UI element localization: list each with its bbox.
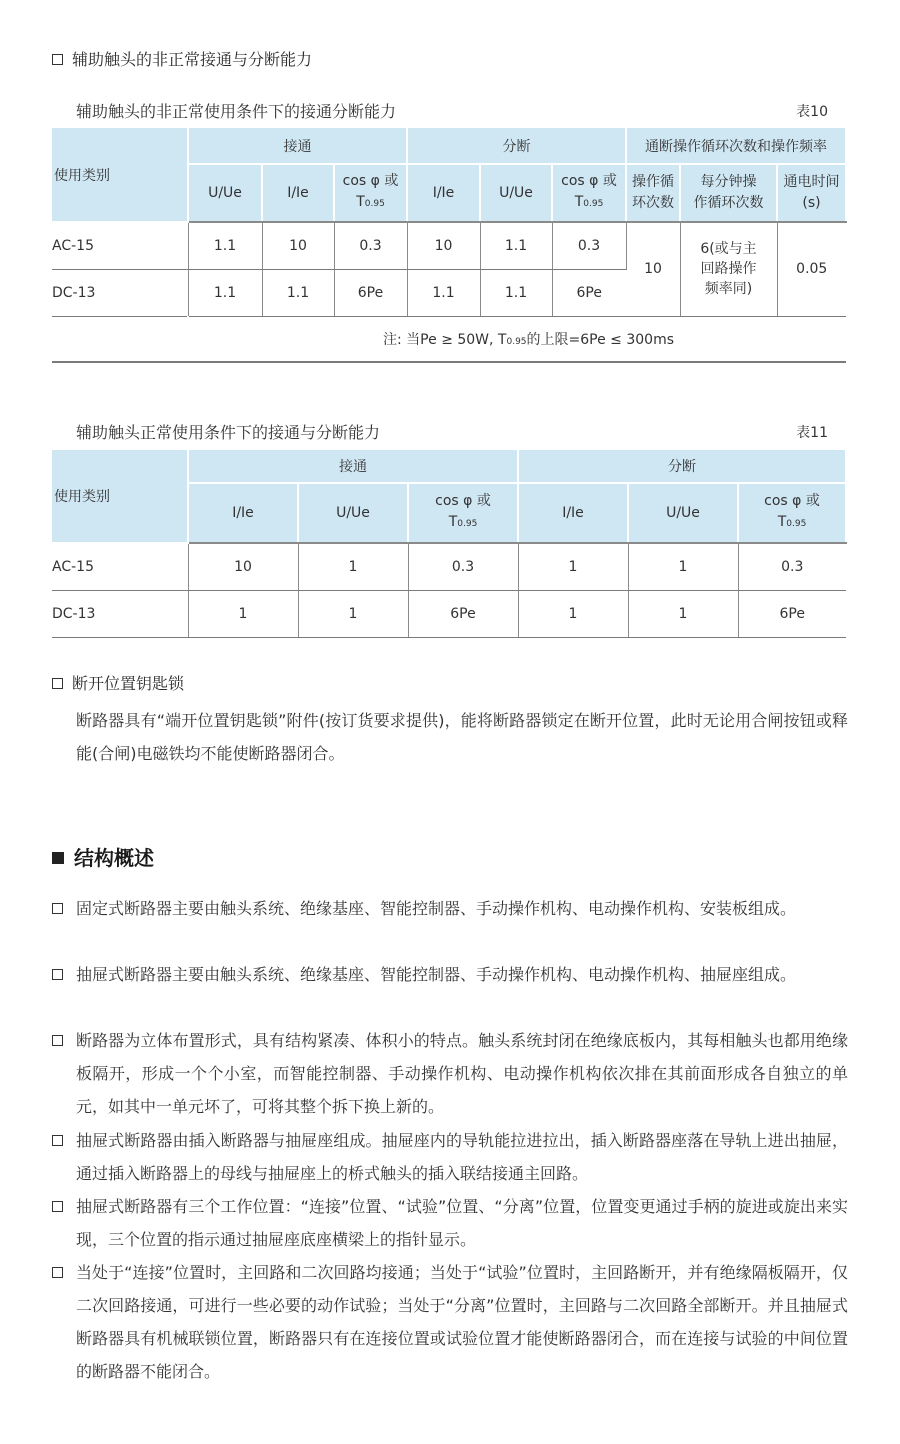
table10-number: 表10 (796, 104, 828, 120)
checkbox-square-icon (52, 1267, 63, 1278)
h-uue-make: U/Ue (298, 483, 408, 543)
h-iie-break: I/Ie (407, 164, 480, 222)
group-break: 分断 (407, 128, 626, 164)
h-freq: 每分钟操 作循环次数 (680, 164, 777, 222)
table11 (52, 450, 847, 638)
table-row: DC-13 1.1 1.1 6Pe 1.1 1.1 6Pe (52, 269, 846, 316)
h-iie-make: I/Ie (262, 164, 334, 222)
group-ops: 通断操作循环次数和操作频率 (626, 128, 846, 164)
h-uue-make: U/Ue (188, 164, 262, 222)
h-uue-break: U/Ue (628, 483, 738, 543)
h-iie-make: I/Ie (188, 483, 298, 543)
h-cos-break: cos φ 或 T0.95 (738, 483, 846, 543)
col-category: 使用类别 (52, 128, 188, 222)
heading-abnormal-capacity: 辅助触头的非正常接通与分断能力 (52, 50, 312, 70)
table-row: AC-15 1.1 10 0.3 10 1.1 0.3 10 6(或与主 回路操作 频率同) 0.05 (52, 222, 846, 269)
table10-note: 注: 当Pe ≥ 50W, T0.95的上限=6Pe ≤ 300ms (188, 316, 846, 362)
checkbox-square-icon (52, 1135, 63, 1146)
checkbox-square-icon (52, 903, 63, 914)
checkbox-square-icon (52, 1201, 63, 1212)
h-time: 通电时间 (s) (777, 164, 846, 222)
col-category: 使用类别 (52, 450, 188, 543)
h-cos-break: cos φ 或 T0.95 (552, 164, 626, 222)
table11-number: 表11 (796, 425, 828, 441)
table-row: AC-15 10 1 0.3 1 1 0.3 (52, 543, 846, 590)
h-iie-break: I/Ie (518, 483, 628, 543)
cycles-cell: 10 (626, 222, 680, 316)
h-uue-break: U/Ue (480, 164, 552, 222)
table11-caption: 辅助触头正常使用条件下的接通与分断能力 (76, 423, 381, 442)
group-make: 接通 (188, 450, 518, 483)
h-cycles: 操作循 环次数 (626, 164, 680, 222)
freq-cell: 6(或与主 回路操作 频率同) (680, 222, 777, 316)
checkbox-square-icon (52, 678, 63, 689)
checkbox-square-icon (52, 1035, 63, 1046)
filled-square-icon (52, 852, 64, 864)
group-break: 分断 (518, 450, 846, 483)
h-cos-make: cos φ 或 T0.95 (408, 483, 518, 543)
checkbox-square-icon (52, 54, 63, 65)
table10-caption: 辅助触头的非正常使用条件下的接通分断能力 (76, 102, 397, 121)
checkbox-square-icon (52, 969, 63, 980)
section-title: 结构概述 (52, 842, 154, 871)
time-cell: 0.05 (777, 222, 846, 316)
group-make: 接通 (188, 128, 407, 164)
h-cos-make: cos φ 或 T0.95 (334, 164, 407, 222)
heading-key-lock: 断开位置钥匙锁 (52, 674, 184, 694)
table10 (52, 128, 847, 363)
table-row: DC-13 1 1 6Pe 1 1 6Pe (52, 590, 846, 637)
key-lock-paragraph: 断路器具有“端开位置钥匙锁”附件(按订货要求提供)，能将断路器锁定在断开位置，此时无论用合闸按钮或释能(合闸)电磁铁均不能使断路器闭合。 (76, 711, 848, 763)
